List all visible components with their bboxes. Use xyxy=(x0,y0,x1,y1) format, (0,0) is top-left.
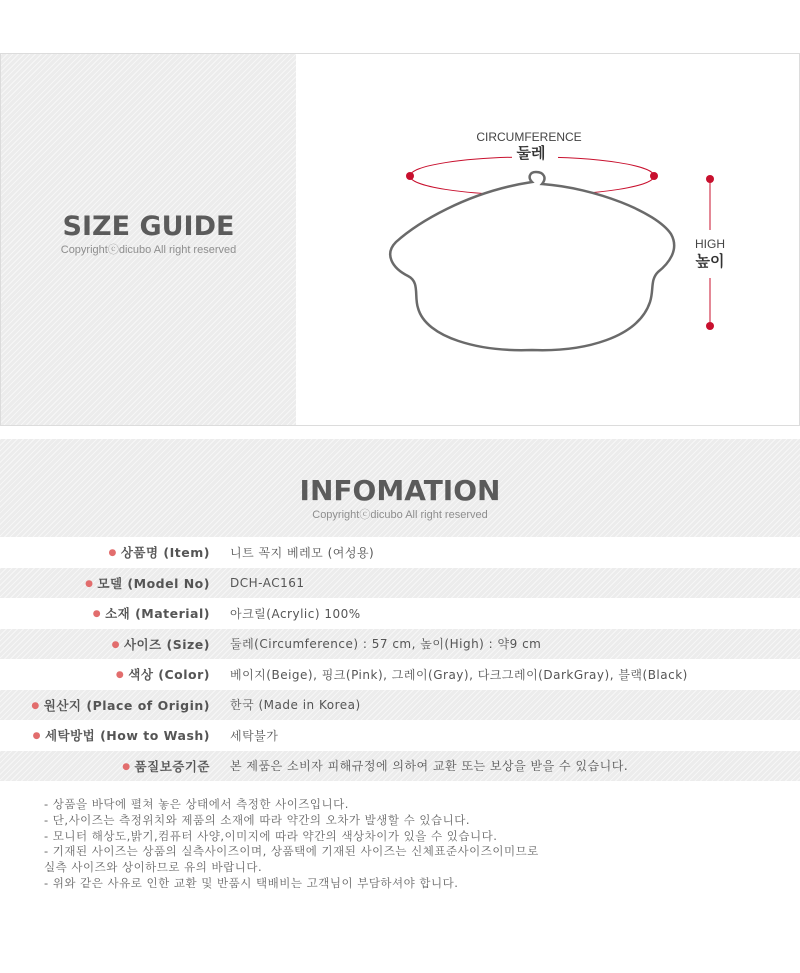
note-line: - 위와 같은 사유로 인한 교환 및 반품시 택배비는 고객님이 부담하셔야 합니다. xyxy=(44,875,459,890)
circumference-label-kr: 둘레 xyxy=(516,144,546,162)
info-row xyxy=(0,629,800,660)
info-row-value: 한국 (Made in Korea) xyxy=(230,698,361,713)
info-row-label xyxy=(0,604,210,622)
info-row-value: 아크릴(Acrylic) 100% xyxy=(230,606,361,621)
info-row-label-text: 사이즈 (Size) xyxy=(123,636,210,652)
bullet-icon: ● xyxy=(111,639,120,650)
circumference-left-dot xyxy=(406,172,414,180)
info-row-label-text: 모델 (Model No) xyxy=(97,575,210,591)
info-row xyxy=(0,537,800,568)
information-header xyxy=(0,439,800,537)
height-bottom-dot xyxy=(706,322,714,330)
info-row-label-text: 품질보증기준 xyxy=(134,758,210,774)
circumference-right-dot xyxy=(650,172,658,180)
height-top-dot xyxy=(706,175,714,183)
info-row-label-text: 색상 (Color) xyxy=(128,667,210,683)
info-row xyxy=(0,659,800,690)
info-row xyxy=(0,751,800,782)
info-row-label-text: 소재 (Material) xyxy=(105,606,210,622)
info-row-label xyxy=(0,635,210,653)
information-title: INFOMATION xyxy=(299,474,501,507)
bullet-icon: ● xyxy=(92,609,102,620)
bullet-icon: ● xyxy=(115,670,125,681)
size-diagram-panel xyxy=(296,54,800,425)
size-guide-title: SIZE GUIDE xyxy=(62,211,235,242)
height-label-en: HIGH xyxy=(695,237,725,251)
info-row xyxy=(0,720,800,751)
beret-size-diagram xyxy=(296,54,800,426)
info-row-label xyxy=(0,726,210,744)
size-guide-panel xyxy=(0,54,296,425)
info-row-label-text: 상품명 (Item) xyxy=(120,545,210,561)
bullet-icon: ● xyxy=(31,700,40,711)
size-guide-copyright: Copyrightⓒdicubo All right reserved xyxy=(60,244,237,256)
notes-list xyxy=(44,797,764,892)
info-row-label-text: 원산지 (Place of Origin) xyxy=(43,697,210,713)
info-row xyxy=(0,598,800,629)
circumference-label-en: CIRCUMFERENCE xyxy=(476,130,582,144)
information-table xyxy=(0,537,800,781)
info-row-value: 본 제품은 소비자 피해규정에 의하여 교환 또는 보상을 받을 수 있습니다. xyxy=(230,759,629,774)
note-line: - 상품을 바닥에 펼쳐 놓은 상태에서 측정한 사이즈입니다. xyxy=(44,797,349,811)
bullet-icon: ● xyxy=(108,548,117,559)
information-copyright: Copyrightⓒdicubo All right reserved xyxy=(312,509,488,521)
note-line: 실측 사이즈와 상이하므로 유의 바랍니다. xyxy=(44,860,263,875)
info-row-label xyxy=(0,696,210,714)
note-line: - 기재된 사이즈는 상품의 실측사이즈이며, 상품택에 기재된 사이즈는 신체표준사이즈이미므로 xyxy=(44,844,539,859)
info-row-value: 베이지(Beige), 핑크(Pink), 그레이(Gray), 다크그레이(DarkGray), 블랙(Black) xyxy=(230,667,688,682)
info-row-value: 둘레(Circumference) : 57 cm, 높이(High) : 약9 cm xyxy=(230,637,542,652)
beret-outline xyxy=(390,172,674,350)
info-row xyxy=(0,690,800,721)
info-row-label xyxy=(0,665,210,683)
info-row-value: 니트 꼭지 베레모 (여성용) xyxy=(230,545,375,560)
info-row-label xyxy=(0,574,210,592)
bullet-icon: ● xyxy=(32,731,41,742)
info-row-label xyxy=(0,757,210,775)
note-line: - 모니터 해상도,밝기,컴퓨터 사양,이미지에 따라 약간의 색상차이가 있을 수 있습니다. xyxy=(44,828,498,843)
note-line: - 단,사이즈는 측정위치와 제품의 소재에 따라 약간의 오차가 발생할 수 있습니다. xyxy=(44,812,471,827)
info-row-value: 세탁불가 xyxy=(230,728,279,743)
info-row-label-text: 세탁방법 (How to Wash) xyxy=(44,728,210,744)
bullet-icon: ● xyxy=(85,578,94,589)
info-row-value: DCH-AC161 xyxy=(230,575,305,590)
size-guide-section xyxy=(0,53,800,426)
bullet-icon: ● xyxy=(122,761,131,772)
info-row-label xyxy=(0,543,210,561)
height-label-kr: 높이 xyxy=(695,252,725,270)
info-row xyxy=(0,568,800,599)
